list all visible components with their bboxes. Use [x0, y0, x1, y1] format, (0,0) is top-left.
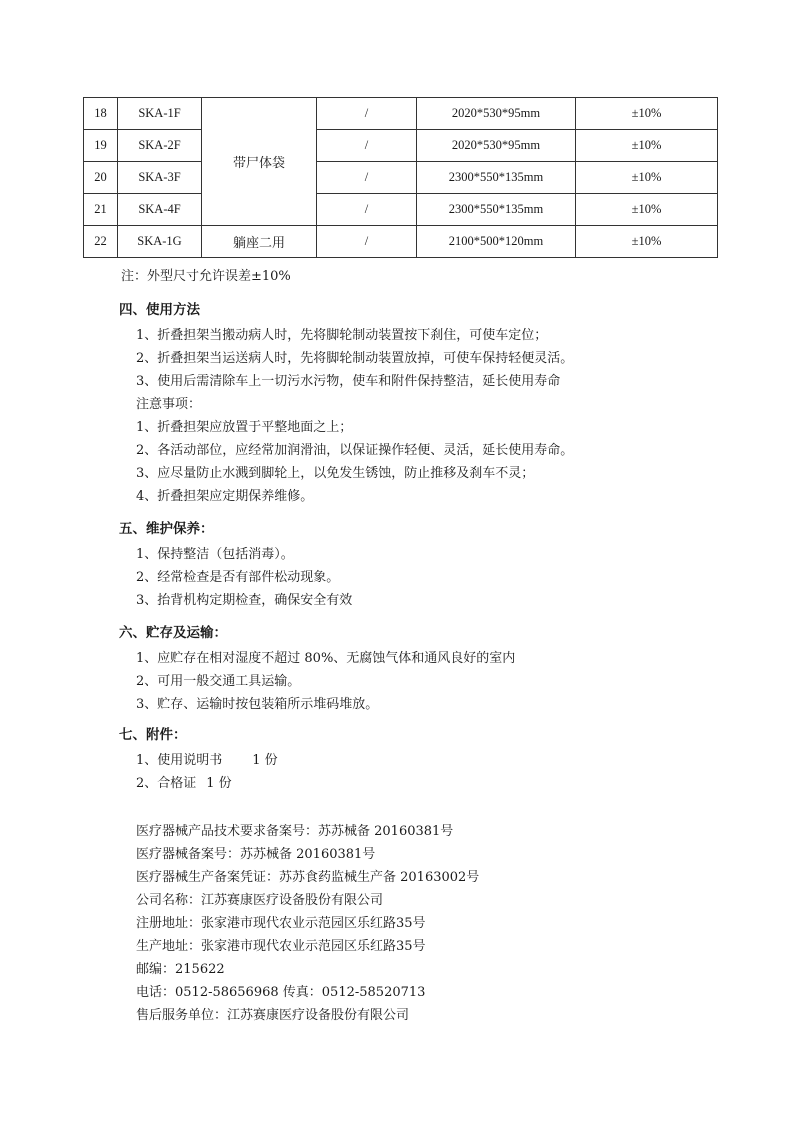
model-cell: SKA-1F	[118, 98, 202, 130]
accessory-item	[136, 772, 232, 791]
section-heading-storage: 六、贮存及运输：	[119, 625, 227, 641]
caution-item: 4、折叠担架应定期保养维修。	[136, 489, 314, 504]
row-number: 22	[84, 226, 118, 258]
row-number: 18	[84, 98, 118, 130]
model-cell: SKA-1G	[118, 226, 202, 258]
device-record-number: 医疗器械备案号：苏苏械备 20160381号	[136, 847, 376, 862]
production-address: 生产地址：张家港市现代农业示范园区乐红路35号	[136, 939, 426, 954]
size-cell: 2100*500*120mm	[417, 226, 576, 258]
section-heading-accessories: 七、附件：	[119, 727, 187, 743]
postal-code: 邮编：215622	[136, 962, 225, 977]
accessory-quantity: 1 份	[206, 776, 232, 791]
accessory-quantity: 1 份	[252, 753, 278, 768]
accessory-name: 2、合格证	[136, 776, 197, 791]
caution-item: 1、折叠担架应放置于平整地面之上；	[136, 420, 353, 435]
tolerance-cell: ±10%	[576, 226, 718, 258]
product-type-cell: 带尸体袋	[202, 98, 317, 226]
caution-item: 2、各活动部位，应经常加润滑油，以保证操作轻便、灵活，延长使用寿命。	[136, 443, 574, 458]
usage-item: 3、使用后需清除车上一切污水污物，使车和附件保持整洁，延长使用寿命	[136, 374, 561, 389]
accessory-name: 1、使用说明书	[136, 753, 223, 768]
company-name: 公司名称：江苏赛康医疗设备股份有限公司	[136, 893, 384, 908]
model-cell: SKA-3F	[118, 162, 202, 194]
table-row	[84, 226, 718, 258]
storage-item: 2、可用一般交通工具运输。	[136, 674, 301, 689]
product-spec-table	[83, 97, 718, 258]
size-cell: 2300*550*135mm	[417, 194, 576, 226]
spec-cell: /	[317, 194, 417, 226]
tech-requirement-record-number: 医疗器械产品技术要求备案号：苏苏械备 20160381号	[136, 824, 454, 839]
storage-item: 1、应贮存在相对湿度不超过 80%、无腐蚀气体和通风良好的室内	[136, 651, 516, 666]
maintenance-item: 3、抬背机构定期检查，确保安全有效	[136, 593, 353, 608]
caution-heading: 注意事项：	[136, 397, 202, 412]
maintenance-item: 2、经常检查是否有部件松动现象。	[136, 570, 340, 585]
tolerance-cell: ±10%	[576, 194, 718, 226]
table-row	[84, 194, 718, 226]
spec-cell: /	[317, 162, 417, 194]
tolerance-cell: ±10%	[576, 98, 718, 130]
phone-fax: 电话：0512-58656968 传真：0512-58520713	[136, 985, 426, 1000]
spec-cell: /	[317, 226, 417, 258]
spec-cell: /	[317, 98, 417, 130]
table-row	[84, 162, 718, 194]
accessory-item	[136, 749, 278, 768]
storage-item: 3、贮存、运输时按包装箱所示堆码堆放。	[136, 697, 379, 712]
size-cell: 2020*530*95mm	[417, 130, 576, 162]
section-heading-usage: 四、使用方法	[119, 302, 200, 318]
tolerance-cell: ±10%	[576, 162, 718, 194]
tolerance-cell: ±10%	[576, 130, 718, 162]
product-type-cell: 躺座二用	[202, 226, 317, 258]
table-row	[84, 98, 718, 130]
usage-item: 2、折叠担架当运送病人时，先将脚轮制动装置放掉，可使车保持轻便灵活。	[136, 351, 574, 366]
section-heading-maintenance: 五、维护保养：	[119, 521, 214, 537]
caution-item: 3、应尽量防止水溅到脚轮上，以免发生锈蚀，防止推移及刹车不灵；	[136, 466, 535, 481]
row-number: 20	[84, 162, 118, 194]
row-number: 19	[84, 130, 118, 162]
production-record-certificate: 医疗器械生产备案凭证：苏苏食药监械生产备 20163002号	[136, 870, 480, 885]
maintenance-item: 1、保持整洁（包括消毒）。	[136, 547, 294, 562]
model-cell: SKA-2F	[118, 130, 202, 162]
registered-address: 注册地址：张家港市现代农业示范园区乐红路35号	[136, 916, 426, 931]
size-cell: 2300*550*135mm	[417, 162, 576, 194]
table-row	[84, 130, 718, 162]
size-cell: 2020*530*95mm	[417, 98, 576, 130]
tolerance-note: 注：外型尺寸允许误差±10%	[121, 269, 291, 284]
after-sales-service: 售后服务单位：江苏赛康医疗设备股份有限公司	[136, 1008, 410, 1023]
model-cell: SKA-4F	[118, 194, 202, 226]
usage-item: 1、折叠担架当搬动病人时，先将脚轮制动装置按下刹住，可使车定位；	[136, 328, 548, 343]
row-number: 21	[84, 194, 118, 226]
spec-cell: /	[317, 130, 417, 162]
